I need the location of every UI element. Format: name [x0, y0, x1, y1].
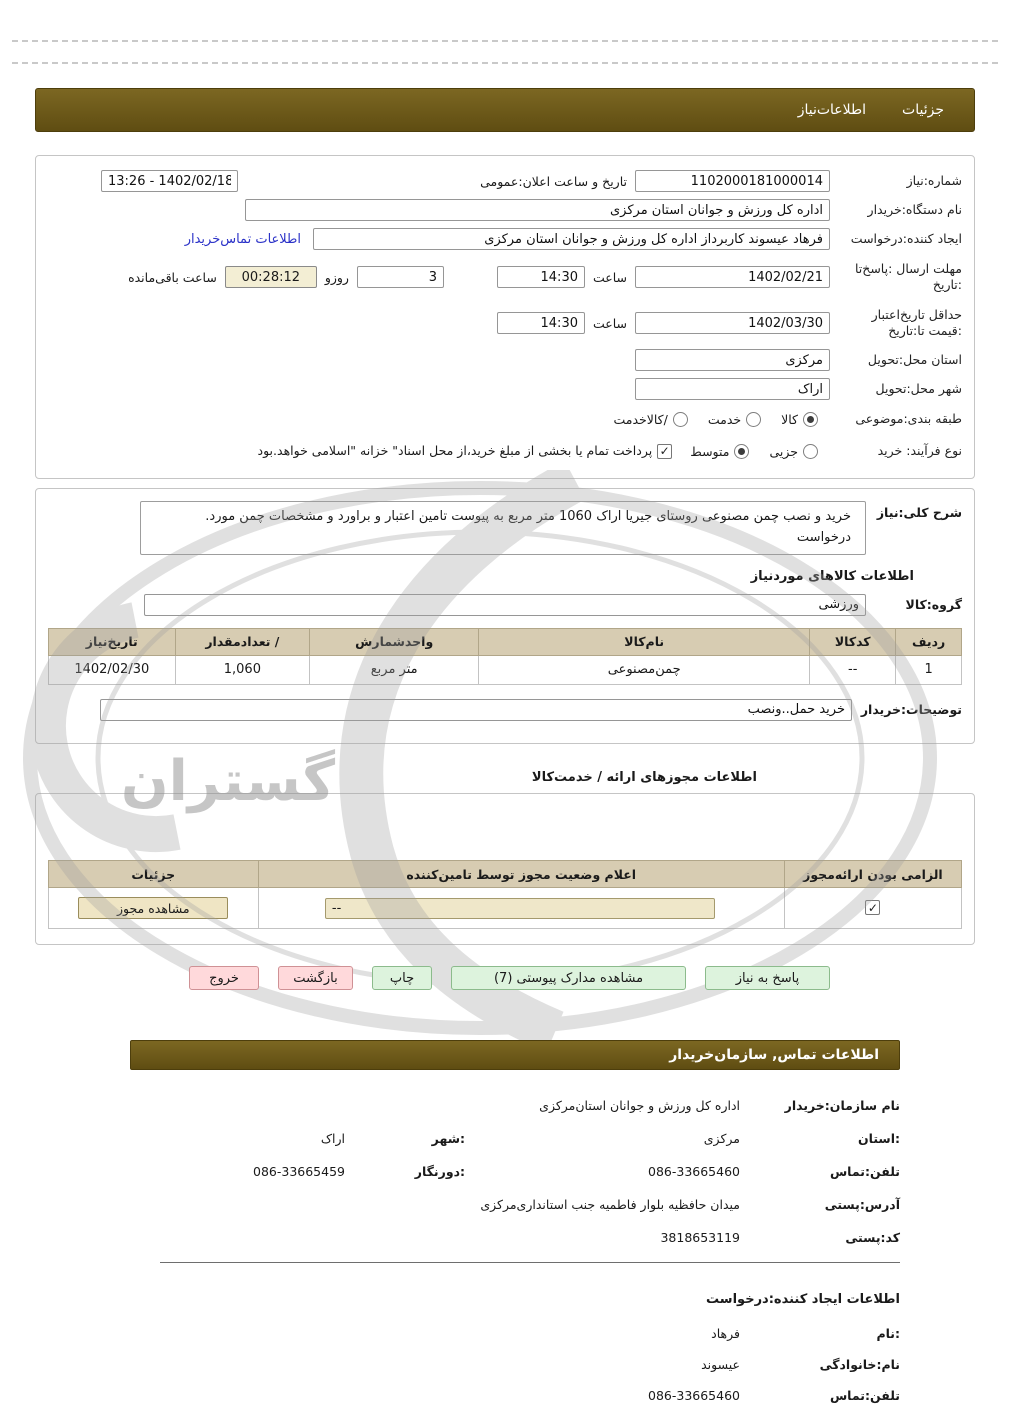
- goods-cell-row-number: 1: [896, 655, 962, 684]
- contact-phone-label: تلفن:تماس: [829, 1164, 900, 1179]
- creator-last-name-label: نام:خانوادگی: [819, 1357, 900, 1372]
- creator-first-name-row: [160, 1326, 900, 1347]
- buyer-org-label: نام دستگاه:خریدار: [867, 201, 962, 217]
- watermark-text: گستران: [120, 749, 336, 814]
- category-goods-service-label: /کالاخدمت: [613, 411, 668, 427]
- license-section-title: اطلاعات مجوزهای ارائه / خدمت‌کالا: [531, 770, 757, 785]
- category-option-goods-service: [613, 412, 687, 427]
- request-creator-label: ایجاد کننده:درخواست: [850, 230, 962, 246]
- days-label: روزو: [324, 269, 349, 285]
- buyer-contact-bar-title: اطلاعات تماس, سازمان‌خریدار: [669, 1047, 879, 1063]
- process-type-label: نوع فرآیند: خرید: [877, 442, 962, 458]
- license-cell-status: [258, 888, 784, 929]
- buyer-org-row: [48, 197, 962, 223]
- deadline-hour-label: ساعت: [592, 269, 627, 285]
- price-validity-time-input[interactable]: [497, 312, 585, 334]
- category-goods-service-radio[interactable]: [673, 412, 688, 427]
- goods-cell-item-name: چمن‌مصنوعی: [479, 655, 810, 684]
- creator-phone-label: تلفن:تماس: [829, 1388, 900, 1403]
- price-validity-label-line2: :قیمت تا:تاریخ: [888, 323, 962, 338]
- response-deadline-date-input[interactable]: [635, 266, 830, 288]
- request-creator-row: [48, 226, 962, 252]
- goods-table-row: [49, 655, 962, 684]
- license-table-row: [49, 888, 962, 929]
- announce-datetime-label: تاریخ و ساعت اعلان:عمومی: [480, 173, 627, 189]
- postal-code-label: کد:پستی: [845, 1230, 900, 1245]
- action-buttons-row: [35, 966, 975, 990]
- subject-category-row: [48, 405, 962, 433]
- process-option-medium: [690, 444, 749, 459]
- org-name-row: [160, 1098, 900, 1119]
- exit-button[interactable]: خروج: [189, 966, 259, 990]
- response-deadline-time-input[interactable]: [497, 266, 585, 288]
- price-validity-row: [48, 302, 962, 344]
- need-description-box: خرید و نصب چمن مصنوعی روستای جیریا اراک 1060 متر مربع به پیوست تامین اعتبار و براورد و مشخصات چمن مورد. درخواست: [140, 501, 866, 555]
- goods-group-label: گروه:کالا: [905, 597, 962, 613]
- category-goods-radio[interactable]: [803, 412, 818, 427]
- price-validity-label-line1: حداقل تاریخ‌اعتبار: [871, 306, 962, 322]
- need-number-label: شماره:نیاز: [906, 172, 962, 188]
- contact-fax-label: :دورنگار: [414, 1164, 465, 1179]
- need-description-panel: [35, 488, 975, 744]
- goods-group-input[interactable]: [144, 594, 866, 616]
- creator-phone-row: [160, 1388, 900, 1409]
- goods-cell-quantity: 1,060: [175, 655, 310, 684]
- tab-details[interactable]: جزئیات: [902, 102, 944, 118]
- license-cell-required: [784, 888, 961, 929]
- license-table: [48, 860, 962, 929]
- top-dotted-divider-2: [12, 62, 998, 64]
- process-medium-radio[interactable]: [734, 444, 749, 459]
- goods-cell-unit: متر مربع: [310, 655, 479, 684]
- license-cell-details: [49, 888, 259, 929]
- response-deadline-label-line1: مهلت ارسال :پاسخ‌تا: [854, 260, 962, 276]
- back-button[interactable]: بازگشت: [278, 966, 353, 990]
- need-description-label: شرح کلی:نیاز: [876, 505, 962, 520]
- category-option-service: [708, 412, 761, 427]
- category-service-radio[interactable]: [746, 412, 761, 427]
- category-service-label: خدمت: [707, 411, 742, 427]
- need-number-row: [48, 168, 962, 194]
- process-option-minor: [769, 444, 818, 459]
- process-type-row: [48, 436, 962, 466]
- category-option-goods: [781, 412, 818, 427]
- goods-header-item-code: کدکالا: [810, 628, 896, 655]
- category-goods-label: کالا: [781, 411, 798, 427]
- creator-first-name-label: :نام: [876, 1326, 900, 1341]
- buyer-note-input[interactable]: [100, 699, 852, 721]
- license-status-field[interactable]: --: [325, 898, 715, 919]
- creator-last-name-value: عیسوند: [701, 1357, 740, 1372]
- goods-header-row-number: ردیف: [896, 628, 962, 655]
- top-dotted-divider: [12, 40, 998, 42]
- contact-province-value: مرکزی: [703, 1131, 740, 1146]
- postal-code-value: 3818653119: [660, 1230, 740, 1245]
- license-header-status: اعلام وضعیت مجوز توسط تامین‌کننده: [258, 861, 784, 888]
- view-attached-documents-button[interactable]: مشاهده مدارک پیوستی (7): [451, 966, 686, 990]
- treasury-payment-label: پرداخت تمام یا بخشی از مبلغ خرید،از محل اسناد" خزانه "اسلامی خواهد.بود: [257, 442, 653, 458]
- creator-phone-value: 086-33665460: [648, 1388, 740, 1403]
- contact-address-label: آدرس:پستی: [824, 1197, 900, 1212]
- creator-section-title: اطلاعات ایجاد کننده:درخواست: [706, 1292, 900, 1307]
- contact-city-label: :شهر: [431, 1131, 465, 1146]
- delivery-province-row: [48, 347, 962, 373]
- subject-category-label: طبقه بندی:موضوعی: [855, 410, 962, 426]
- process-minor-radio[interactable]: [803, 444, 818, 459]
- org-name-label: نام سازمان:خریدار: [784, 1098, 900, 1113]
- phone-fax-row: [160, 1164, 900, 1185]
- need-info-panel: [35, 155, 975, 479]
- need-description-row: [48, 501, 962, 555]
- print-button[interactable]: چاپ: [372, 966, 432, 990]
- remaining-hours-label: ساعت باقی‌مانده: [128, 269, 217, 285]
- license-required-checkbox[interactable]: [865, 900, 880, 915]
- response-deadline-label: [830, 261, 962, 294]
- goods-table: [48, 628, 962, 685]
- request-creator-input[interactable]: [313, 228, 830, 250]
- address-row: [160, 1197, 900, 1218]
- creator-info-section: [160, 1326, 900, 1419]
- goods-section-title: اطلاعات کالاهای موردنیاز: [750, 568, 914, 584]
- delivery-city-input[interactable]: [635, 378, 830, 400]
- countdown-timer: 00:28:12: [225, 266, 317, 288]
- contact-province-label: :استان: [857, 1131, 900, 1146]
- need-number-input[interactable]: [635, 170, 830, 192]
- goods-cell-item-code: --: [810, 655, 896, 684]
- goods-cell-need-date: 1402/02/30: [49, 655, 176, 684]
- tab-need-info[interactable]: اطلاعات‌نیاز: [797, 102, 867, 118]
- view-license-button[interactable]: مشاهده مجوز: [78, 897, 228, 919]
- delivery-city-row: [48, 376, 962, 402]
- goods-header-item-name: نام‌کالا: [479, 628, 810, 655]
- respond-to-need-button[interactable]: پاسخ به نیاز: [705, 966, 830, 990]
- top-tab-bar: [35, 88, 975, 132]
- buyer-note-row: [48, 699, 962, 721]
- buyer-org-input[interactable]: [245, 199, 830, 221]
- price-validity-label: [830, 307, 962, 340]
- delivery-province-input[interactable]: [635, 349, 830, 371]
- announce-datetime-input[interactable]: [101, 170, 238, 192]
- delivery-province-label: استان محل:تحویل: [867, 351, 962, 367]
- creator-first-name-value: فرهاد: [711, 1326, 740, 1341]
- contact-city-value: اراک: [320, 1131, 345, 1146]
- delivery-city-label: شهر محل:تحویل: [875, 380, 962, 396]
- postal-code-row: [160, 1230, 900, 1251]
- process-minor-label: جزیی: [769, 443, 798, 459]
- buyer-note-label: توضیحات:خریدار: [860, 702, 962, 718]
- license-panel: [35, 793, 975, 945]
- contact-fax-value: 086-33665459: [253, 1164, 345, 1179]
- goods-table-header-row: [49, 628, 962, 655]
- license-header-required: الزامی بودن ارائه‌مجوز: [784, 861, 961, 888]
- treasury-payment-checkbox[interactable]: [657, 444, 672, 459]
- process-medium-label: متوسط: [690, 443, 730, 459]
- response-deadline-row: [48, 255, 962, 299]
- goods-header-quantity: / تعدادمقدار: [175, 628, 310, 655]
- response-deadline-label-line2: :تاریخ: [932, 277, 962, 292]
- license-header-details: جزئیات: [49, 861, 259, 888]
- buyer-contact-bar: [130, 1040, 900, 1070]
- response-days-input[interactable]: [357, 266, 444, 288]
- license-table-header-row: [49, 861, 962, 888]
- goods-group-row: [48, 594, 962, 616]
- validity-hour-label: ساعت: [592, 315, 627, 331]
- contact-address-value: میدان حافظیه بلوار فاطمیه جنب استانداری‌مرکزی: [480, 1197, 740, 1212]
- contact-phone-value: 086-33665460: [648, 1164, 740, 1179]
- province-city-row: [160, 1131, 900, 1152]
- org-name-value: اداره کل ورزش و جوانان استان‌مرکزی: [539, 1098, 740, 1113]
- buyer-contact-section: [160, 1098, 900, 1263]
- goods-header-need-date: تاریخ‌نیاز: [49, 628, 176, 655]
- treasury-payment-option: [258, 443, 673, 459]
- price-validity-date-input[interactable]: [635, 312, 830, 334]
- buyer-contact-link[interactable]: اطلاعات تماس‌خریدار: [184, 231, 301, 247]
- goods-header-unit: واحدشمارش: [310, 628, 479, 655]
- creator-last-name-row: [160, 1357, 900, 1378]
